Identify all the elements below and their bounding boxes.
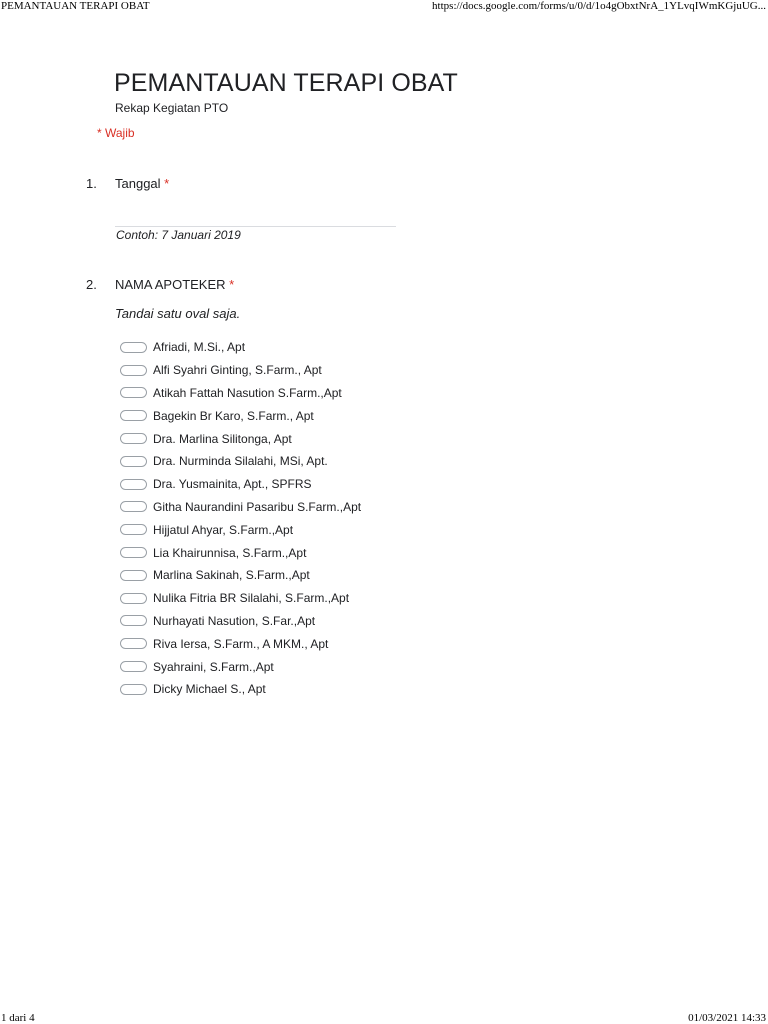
apoteker-option[interactable] xyxy=(120,427,361,450)
apoteker-options xyxy=(120,336,361,701)
radio-oval[interactable] xyxy=(120,433,147,444)
radio-oval[interactable] xyxy=(120,479,147,490)
option-label: Riva Iersa, S.Farm., A MKM., Apt xyxy=(153,636,329,651)
option-label: Bagekin Br Karo, S.Farm., Apt xyxy=(153,408,314,423)
radio-oval[interactable] xyxy=(120,638,147,649)
form-title: PEMANTAUAN TERAPI OBAT xyxy=(114,69,458,97)
apoteker-option[interactable] xyxy=(120,678,361,701)
radio-oval[interactable] xyxy=(120,342,147,353)
question-1-number: 1. xyxy=(86,176,97,191)
option-label: Dra. Marlina Silitonga, Apt xyxy=(153,431,292,446)
question-1-label: Tanggal xyxy=(115,176,161,191)
oval-instruction: Tandai satu oval saja. xyxy=(115,306,241,321)
radio-oval[interactable] xyxy=(120,547,147,558)
option-label: Hijjatul Ahyar, S.Farm.,Apt xyxy=(153,522,294,537)
radio-oval[interactable] xyxy=(120,501,147,512)
apoteker-option[interactable] xyxy=(120,541,361,564)
option-label: Dicky Michael S., Apt xyxy=(153,682,266,697)
option-label: Lia Khairunnisa, S.Farm.,Apt xyxy=(153,545,307,560)
option-label: Atikah Fattah Nasution S.Farm.,Apt xyxy=(153,385,342,400)
apoteker-option[interactable] xyxy=(120,382,361,405)
print-footer-page: 1 dari 4 xyxy=(1,1012,35,1024)
print-footer-datetime: 01/03/2021 14:33 xyxy=(688,1012,766,1024)
radio-oval[interactable] xyxy=(120,456,147,467)
option-label: Githa Naurandini Pasaribu S.Farm.,Apt xyxy=(153,499,362,514)
option-label: Nulika Fitria BR Silalahi, S.Farm.,Apt xyxy=(153,591,350,606)
question-2-title xyxy=(115,277,234,292)
option-label: Syahraini, S.Farm.,Apt xyxy=(153,659,274,674)
option-label: Nurhayati Nasution, S.Far.,Apt xyxy=(153,613,316,628)
required-mark: * xyxy=(164,176,170,191)
option-label: Alfi Syahri Ginting, S.Farm., Apt xyxy=(153,363,322,378)
date-example-hint: Contoh: 7 Januari 2019 xyxy=(116,228,241,242)
date-answer-line[interactable] xyxy=(115,226,396,227)
radio-oval[interactable] xyxy=(120,661,147,672)
apoteker-option[interactable] xyxy=(120,404,361,427)
option-label: Dra. Yusmainita, Apt., SPFRS xyxy=(153,477,312,492)
radio-oval[interactable] xyxy=(120,410,147,421)
option-label: Marlina Sakinah, S.Farm.,Apt xyxy=(153,568,310,583)
print-header-title: PEMANTAUAN TERAPI OBAT xyxy=(1,0,150,12)
question-1-title xyxy=(115,176,169,191)
apoteker-option[interactable] xyxy=(120,450,361,473)
apoteker-option[interactable] xyxy=(120,632,361,655)
option-label: Dra. Nurminda Silalahi, MSi, Apt. xyxy=(153,454,328,469)
option-label: Afriadi, M.Si., Apt xyxy=(153,340,246,355)
apoteker-option[interactable] xyxy=(120,336,361,359)
required-mark: * xyxy=(229,277,235,292)
apoteker-option[interactable] xyxy=(120,359,361,382)
apoteker-option[interactable] xyxy=(120,496,361,519)
apoteker-option[interactable] xyxy=(120,564,361,587)
apoteker-option[interactable] xyxy=(120,610,361,633)
apoteker-option[interactable] xyxy=(120,655,361,678)
apoteker-option[interactable] xyxy=(120,473,361,496)
apoteker-option[interactable] xyxy=(120,518,361,541)
question-2-label: NAMA APOTEKER xyxy=(115,277,226,292)
radio-oval[interactable] xyxy=(120,570,147,581)
radio-oval[interactable] xyxy=(120,524,147,535)
radio-oval[interactable] xyxy=(120,615,147,626)
apoteker-option[interactable] xyxy=(120,587,361,610)
radio-oval[interactable] xyxy=(120,365,147,376)
radio-oval[interactable] xyxy=(120,684,147,695)
radio-oval[interactable] xyxy=(120,593,147,604)
form-description: Rekap Kegiatan PTO xyxy=(115,101,229,115)
required-note: * Wajib xyxy=(97,126,135,140)
radio-oval[interactable] xyxy=(120,387,147,398)
print-header-url: https://docs.google.com/forms/u/0/d/1o4gObxtNrA_1YLvqIWmKGjuUG... xyxy=(432,0,766,12)
question-2-number: 2. xyxy=(86,277,97,292)
